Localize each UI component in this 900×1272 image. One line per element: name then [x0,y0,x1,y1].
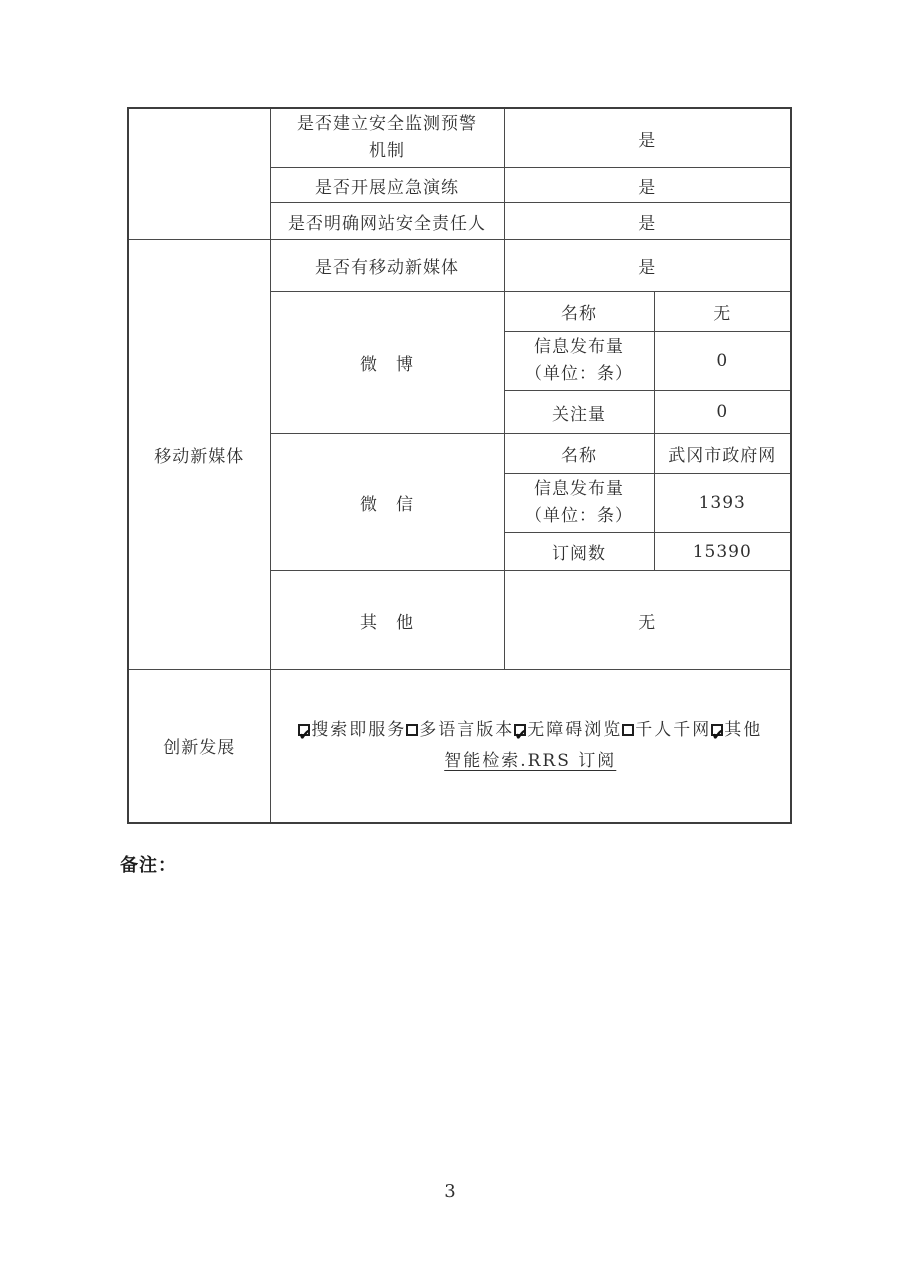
checkbox-label: 多语言版本 [419,719,515,740]
table-row [128,240,791,292]
page-number: 3 [444,1181,456,1202]
value-cell: 无 [654,292,791,332]
answer-cell: 是 [504,203,791,240]
checkbox-accessibility [514,724,526,736]
answer-cell: 是 [504,240,791,292]
innovation-detail-line [275,746,787,777]
checkbox-thousand-sites [622,724,634,736]
checkbox-label: 搜索即服务 [311,719,407,740]
volume-label-line2: （单位：条） [525,364,633,384]
checkbox-label: 千人千网 [635,719,712,740]
volume-label-line2: （单位：条） [525,506,633,526]
question-cell: 是否有移动新媒体 [270,240,504,292]
checkbox-search-as-service [298,724,310,736]
question-cell: 是否开展应急演练 [270,168,504,203]
innovation-content-cell [270,670,791,823]
question-cell: 是否明确网站安全责任人 [270,203,504,240]
checkbox-label: 其他 [724,719,763,740]
platform-cell-wechat: 微 信 [270,434,504,571]
platform-cell-weibo: 微 博 [270,292,504,434]
table-row [128,670,791,823]
value-cell: 0 [654,391,791,434]
sub-label-cell: 名称 [504,434,654,474]
sub-label-cell: 关注量 [504,391,654,434]
checkbox-label: 无障碍浏览 [527,719,623,740]
notes-label: 备注： [120,855,177,876]
value-cell: 1393 [654,474,791,533]
sub-label-cell [504,474,654,533]
checkbox-other [711,724,723,736]
answer-cell: 是 [504,168,791,203]
sub-label-cell: 名称 [504,292,654,332]
platform-cell-other: 其 他 [270,571,504,670]
value-cell: 0 [654,332,791,391]
value-cell: 武冈市政府网 [654,434,791,474]
innovation-other-detail: 智能检索.RRS 订阅 [444,750,617,771]
report-table [127,107,792,824]
innovation-checkbox-line [275,715,787,746]
category-cell-empty [128,108,270,240]
value-cell: 无 [504,571,791,670]
value-cell: 15390 [654,533,791,571]
answer-cell: 是 [504,108,791,168]
category-cell-mobile-media: 移动新媒体 [128,240,270,670]
category-cell-innovation: 创新发展 [128,670,270,823]
checkbox-multilingual [406,724,418,736]
sub-label-cell: 订阅数 [504,533,654,571]
question-cell [270,108,504,168]
volume-label-line1: 信息发布量 [534,479,624,499]
volume-label-line1: 信息发布量 [534,337,624,357]
question-label: 是否建立安全监测预警机制 [297,114,477,161]
sub-label-cell [504,332,654,391]
table-row [128,108,791,168]
